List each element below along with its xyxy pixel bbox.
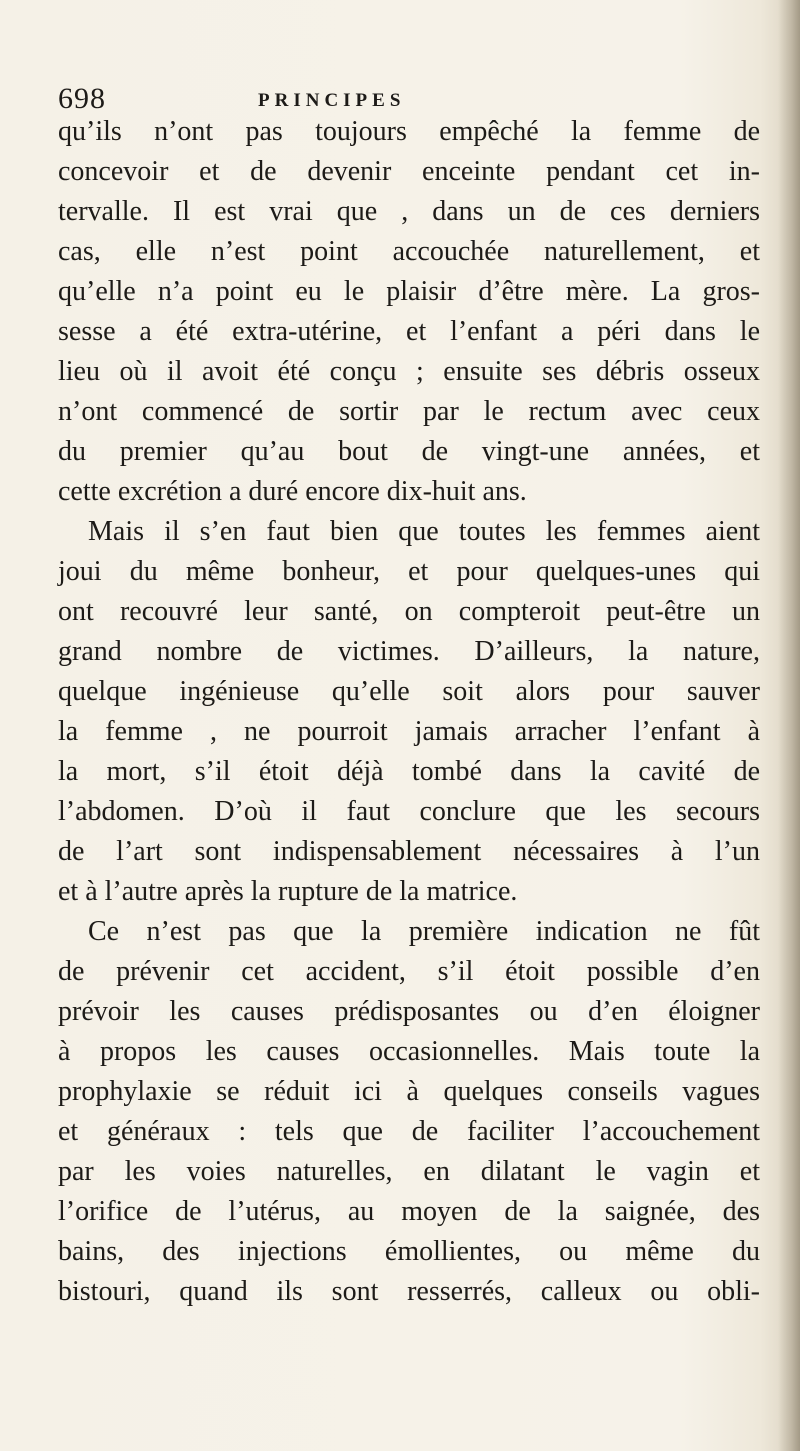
- text-line: l’abdomen. D’où il faut conclure que les secours: [58, 796, 760, 827]
- text-line: la femme , ne pourroit jamais arracher l’enfant à: [58, 716, 760, 747]
- text-line: sesse a été extra-utérine, et l’enfant a péri dans le: [58, 316, 760, 347]
- text-line: qu’elle n’a point eu le plaisir d’être mère. La gros-: [58, 276, 760, 307]
- text-line: cas, elle n’est point accouchée naturellement, et: [58, 236, 760, 267]
- page-number: 698: [58, 82, 106, 115]
- text-line: l’orifice de l’utérus, au moyen de la saignée, des: [58, 1196, 760, 1227]
- text-line: la mort, s’il étoit déjà tombé dans la cavité de: [58, 756, 760, 787]
- text-line: bistouri, quand ils sont resserrés, calleux ou obli-: [58, 1276, 760, 1307]
- text-line: grand nombre de victimes. D’ailleurs, la nature,: [58, 636, 760, 667]
- text-line: de l’art sont indispensablement nécessaires à l’un: [58, 836, 760, 867]
- text-line: qu’ils n’ont pas toujours empêché la femme de: [58, 116, 760, 147]
- text-line: n’ont commencé de sortir par le rectum avec ceux: [58, 396, 760, 427]
- text-line: cette excrétion a duré encore dix-huit ans.: [58, 476, 527, 507]
- page-edge-shadow: [778, 0, 800, 1451]
- text-line: et généraux : tels que de faciliter l’accouchement: [58, 1116, 760, 1147]
- text-line: prophylaxie se réduit ici à quelques conseils vagues: [58, 1076, 760, 1107]
- text-line: de prévenir cet accident, s’il étoit possible d’en: [58, 956, 760, 987]
- text-line: et à l’autre après la rupture de la matrice.: [58, 876, 518, 907]
- running-head: PRINCIPES: [258, 90, 406, 111]
- text-line: lieu où il avoit été conçu ; ensuite ses débris osseux: [58, 356, 760, 387]
- text-line: ont recouvré leur santé, on compteroit peut-être un: [58, 596, 760, 627]
- text-line: du premier qu’au bout de vingt-une années, et: [58, 436, 760, 467]
- text-line: prévoir les causes prédisposantes ou d’en éloigner: [58, 996, 760, 1027]
- text-line: par les voies naturelles, en dilatant le vagin et: [58, 1156, 760, 1187]
- text-line: quelque ingénieuse qu’elle soit alors pour sauver: [58, 676, 760, 707]
- text-line: tervalle. Il est vrai que , dans un de ces derniers: [58, 196, 760, 227]
- text-line: bains, des injections émollientes, ou même du: [58, 1236, 760, 1267]
- text-line: concevoir et de devenir enceinte pendant cet in-: [58, 156, 760, 187]
- text-line: joui du même bonheur, et pour quelques-unes qui: [58, 556, 760, 587]
- text-line: à propos les causes occasionnelles. Mais toute la: [58, 1036, 760, 1067]
- text-line: Mais il s’en faut bien que toutes les femmes aient: [88, 516, 760, 547]
- body-text: [58, 112, 760, 1312]
- text-line: Ce n’est pas que la première indication ne fût: [88, 916, 760, 947]
